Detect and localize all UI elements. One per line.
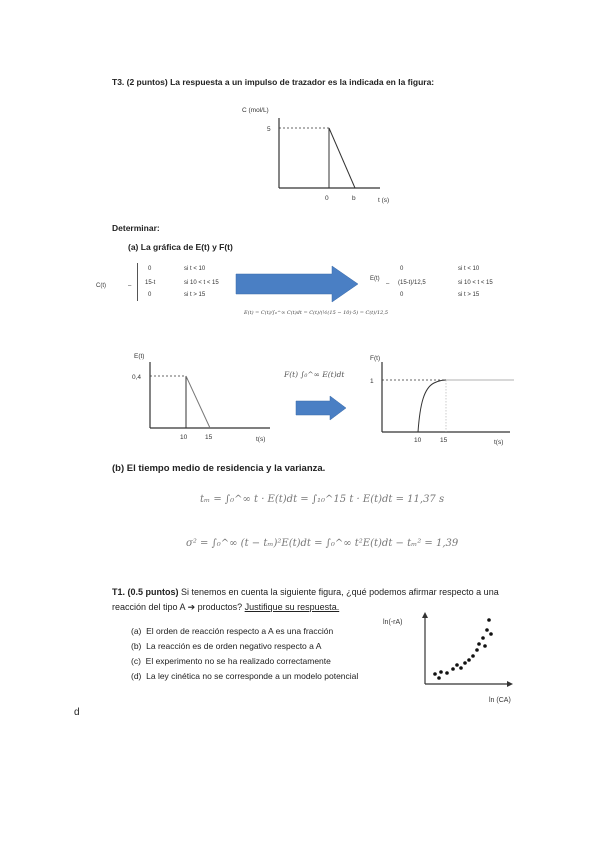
t1-heading-bold: T1. (0.5 puntos) xyxy=(112,587,179,597)
justify-text: Justifique su respuesta. xyxy=(244,602,340,612)
c-case-val: 15-t xyxy=(145,280,156,286)
e-case-cond: si t > 15 xyxy=(458,292,480,298)
option-key: (a) xyxy=(131,626,142,636)
answer-text: d xyxy=(74,707,80,718)
e-case-val: 0 xyxy=(400,292,404,298)
equation-tm: tₘ = ∫₀^∞ t · E(t)dt = ∫₁₀^15 t · E(t)dt = 11,37 s xyxy=(200,494,445,505)
option-text: El orden de reacción respecto a A es una fracción xyxy=(146,626,334,636)
option-key: (d) xyxy=(131,671,142,681)
fig1-xtick1: b xyxy=(352,195,356,202)
e-case-val: 0 xyxy=(400,266,404,272)
option-key: (c) xyxy=(131,656,141,666)
fige-xlabel: t(s) xyxy=(256,436,266,443)
e-case-cond: si 10 < t < 15 xyxy=(458,280,493,286)
option-text: La ley cinética no se corresponde a un modelo potencial xyxy=(146,671,359,681)
fig1-ylabel: C (mol/L) xyxy=(242,107,269,114)
right-arrow-icon xyxy=(296,396,348,420)
option-item xyxy=(131,626,333,636)
figf-xtick1: 15 xyxy=(440,437,448,444)
part-a-heading: (a) La gráfica de E(t) y F(t) xyxy=(128,242,233,252)
f-formula: F(t) ∫₀^∞ E(t)dt xyxy=(284,370,345,379)
option-item xyxy=(131,671,358,681)
t1-line2 xyxy=(112,602,339,613)
t1-heading-rest: Si tenemos en cuenta la siguiente figura, ¿qué podemos afirmar respecto a una xyxy=(178,587,499,597)
arrow-icon: ➔ xyxy=(187,602,196,612)
t3-heading: T3. (2 puntos) La respuesta a un impulso de trazador es la indicada en la figura: xyxy=(112,77,435,87)
c-case-val: 0 xyxy=(148,266,152,272)
c-case-cond: si 10 < t < 15 xyxy=(184,280,219,286)
scatter-xlabel: ln (CA) xyxy=(489,697,511,704)
e-case-cond: si t < 10 xyxy=(458,266,480,272)
option-item xyxy=(131,641,321,651)
right-arrow-icon xyxy=(236,266,360,302)
scatter-plot xyxy=(383,610,533,710)
fige-ytick: 0,4 xyxy=(132,374,142,381)
e-label: E(t) xyxy=(370,276,380,282)
option-key: (b) xyxy=(131,641,142,651)
determinar-label: Determinar: xyxy=(112,223,160,233)
fig1-xlabel: t (s) xyxy=(378,197,390,204)
figf-xlabel: t(s) xyxy=(494,439,504,446)
e-case-val: (15-t)/12,5 xyxy=(398,280,426,286)
equation-variance: σ² = ∫₀^∞ (t − tₘ)²E(t)dt = ∫₀^∞ t²E(t)dt − tₘ² = 1,39 xyxy=(186,538,459,549)
option-text: La reacción es de orden negativo respecto a A xyxy=(146,641,322,651)
fig1-xtick0: 0 xyxy=(325,195,329,202)
t1-heading xyxy=(112,587,499,597)
figure-f-of-t xyxy=(360,352,520,447)
t1-line2-mid: productos? xyxy=(195,602,245,612)
c-label: C(t) xyxy=(96,283,106,289)
e-formula: E(t) = C(t)/∫₀^∞ C(t)dt = C(t)/(½(15 − 10)·5) = C(t)/12,5 xyxy=(244,310,389,316)
figure-e-of-t xyxy=(130,350,280,445)
scatter-ylabel: ln(-rA) xyxy=(383,619,403,626)
option-text: El experimento no se ha realizado correctamente xyxy=(145,656,331,666)
figf-ylabel: F(t) xyxy=(370,355,381,362)
c-brace xyxy=(137,263,141,301)
fig1-ytick: 5 xyxy=(267,126,271,133)
figf-xtick0: 10 xyxy=(414,437,422,444)
fige-xtick0: 10 xyxy=(180,434,188,441)
fige-ylabel: E(t) xyxy=(134,353,145,360)
fige-xtick1: 15 xyxy=(205,434,213,441)
c-case-cond: si t > 15 xyxy=(184,292,206,298)
c-case-val: 0 xyxy=(148,292,152,298)
figure-c-of-t xyxy=(240,100,410,210)
option-item xyxy=(131,656,331,666)
part-b-heading: (b) El tiempo medio de residencia y la varianza. xyxy=(112,463,326,474)
t1-line2-pre: reacción del tipo A xyxy=(112,602,188,612)
figf-ytick: 1 xyxy=(370,378,374,385)
c-case-cond: si t < 10 xyxy=(184,266,206,272)
